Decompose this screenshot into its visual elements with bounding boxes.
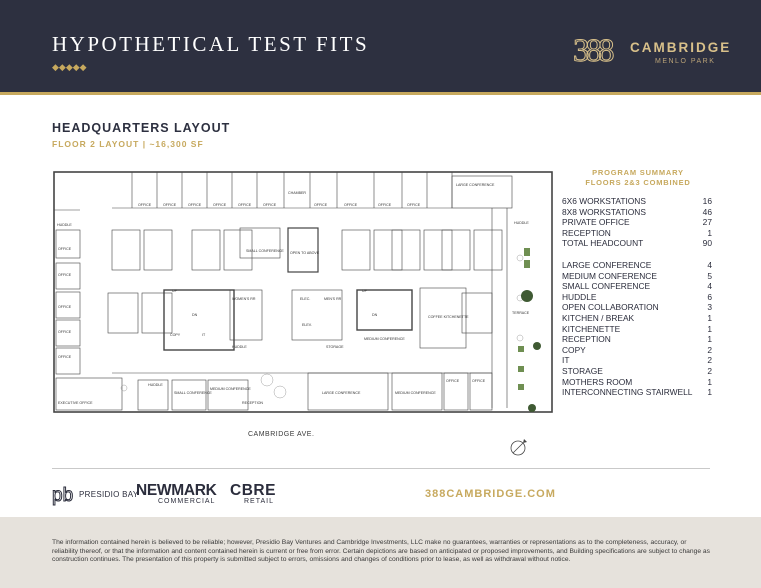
program-row [562,377,712,388]
program-row [562,217,712,228]
newmark-logo: NEWMARK [136,482,217,499]
plan-label: EXECUTIVE OFFICE [58,401,93,405]
program-row-value: 3 [707,302,712,313]
plan-label: LARGE CONFERENCE [456,183,495,187]
plan-label: HUDDLE [148,383,163,387]
program-row [562,366,712,377]
program-row [562,345,712,356]
plan-label: OFFICE [163,203,177,207]
section-subtitle: FLOOR 2 LAYOUT | ~16,300 SF [52,139,204,149]
program-row [562,196,712,207]
program-row [562,313,712,324]
program-row-label: OPEN COLLABORATION [562,302,659,313]
plan-label: ELEV. [302,323,312,327]
cbre-logo: CBRE [230,482,276,499]
plan-label: OFFICE [314,203,328,207]
program-row [562,302,712,313]
plan-label: OFFICE [213,203,227,207]
program-row-value: 1 [707,227,712,238]
title-ornament: ◆◆◆◆◆ [52,62,87,72]
program-row [562,334,712,345]
program-row-value: 1 [707,312,712,323]
plan-label: ELEC. [300,297,311,301]
plan-label: TERRACE [512,311,530,315]
program-row-label: HUDDLE [562,291,597,302]
page-title: HYPOTHETICAL TEST FITS [52,32,370,56]
program-row-value: 1 [707,376,712,387]
north-arrow-icon [508,436,530,458]
program-row-value: 6 [707,291,712,302]
program-row-value: 5 [707,270,712,281]
plan-label: OFFICE [446,379,460,383]
website-link[interactable]: 388CAMBRIDGE.COM [425,488,556,500]
plan-label: OFFICE [472,379,486,383]
program-row [562,228,712,239]
program-row-label: SMALL CONFERENCE [562,281,651,292]
program-row-value: 2 [707,355,712,366]
program-list-workspace [562,196,712,249]
footer [0,517,761,588]
plan-label: OFFICE [58,247,72,251]
program-row-value: 4 [707,260,712,270]
plan-label: COPY [170,333,181,337]
cambridge-logo-icon [573,33,625,65]
program-row [562,324,712,335]
logo-name: CAMBRIDGE [630,40,732,55]
plan-label: WOMEN'S RR [232,297,256,301]
program-row-label: RECEPTION [562,334,611,345]
program-list-amenities [562,260,712,398]
program-row-value: 27 [702,217,712,228]
plan-label: OFFICE [58,330,72,334]
plan-label: OFFICE [58,355,72,359]
logo-subtitle: MENLO PARK [655,58,716,65]
program-row-label: MEDIUM CONFERENCE [562,270,657,281]
program-row-value: 1 [707,387,712,398]
plan-label: OFFICE [58,305,72,309]
cbre-subtitle: RETAIL [244,498,274,505]
plan-label: MEDIUM CONFERENCE [395,391,436,395]
header-rule [0,92,761,95]
program-row-label: 6X6 WORKSTATIONS [562,196,646,206]
plan-label: OFFICE [138,203,152,207]
program-row [562,271,712,282]
plan-label: RECEPTION [242,401,263,405]
program-row-label: RECEPTION [562,227,611,238]
program-row [562,387,712,398]
plan-label: MEDIUM CONFERENCE [210,387,251,391]
program-row [562,260,712,271]
plan-label: OFFICE [58,273,72,277]
street-label: CAMBRIDGE AVE. [248,431,315,438]
plan-label: CHAMBER [288,191,306,195]
plan-label: HUDDLE [514,221,529,225]
program-row-value: 2 [707,344,712,355]
plan-label: OPEN TO ABOVE [290,251,320,255]
program-row-label: COPY [562,344,586,355]
page-header [0,0,761,92]
plan-label: UP [172,289,177,293]
program-row-value: 4 [707,281,712,292]
program-row [562,238,712,249]
plan-label: OFFICE [188,203,202,207]
program-row-label: IT [562,355,570,366]
plan-label: SMALL CONFERENCE [174,391,212,395]
divider [52,468,710,469]
program-row-value: 2 [707,365,712,376]
plan-label: OFFICE [263,203,277,207]
plan-label: HUDDLE [232,345,247,349]
program-row-label: KITCHEN / BREAK [562,312,635,323]
program-row-label: PRIVATE OFFICE [562,217,630,228]
program-row-label: MOTHERS ROOM [562,376,633,387]
floor-plan [52,168,557,420]
program-row-value: 1 [707,334,712,345]
plan-label: HUDDLE [57,223,72,227]
program-row-label: INTERCONNECTING STAIRWELL [562,387,693,398]
program-row-value: 90 [702,238,712,249]
plan-label: COFFEE KITCHENETTE [428,315,469,319]
newmark-subtitle: COMMERCIAL [158,498,216,505]
svg-text:pb: pb [52,485,74,506]
presidio-bay-name: PRESIDIO BAY [79,490,139,499]
program-row-label: STORAGE [562,365,603,376]
program-row-label: TOTAL HEADCOUNT [562,238,644,249]
section-title: HEADQUARTERS LAYOUT [52,121,231,135]
program-row [562,207,712,218]
plan-label: DN [372,313,378,317]
plan-label: LARGE CONFERENCE [322,391,361,395]
svg-text:388: 388 [573,33,611,65]
plan-label: OFFICE [407,203,421,207]
program-row [562,292,712,303]
program-row-label: 8X8 WORKSTATIONS [562,206,646,217]
presidio-bay-logo-icon [52,484,74,506]
plan-label: OFFICE [344,203,358,207]
program-row-label: KITCHENETTE [562,323,621,334]
plan-label: UP [362,289,367,293]
plan-label: OFFICE [378,203,392,207]
disclaimer-text: The information contained herein is believed to be reliable; however, Presidio Bay Ventures and Cambridge Investments, LLC make no guarantees, warranties or representations as to the completeness, accuracy, or reliability thereof, or that the information and content contained herein is current or free from error. Certain depictions are based on anticipated or proposed improvements, and Building specifications are subject to change as construction continues. The presentation of this property is submitted subject to errors, omissions and changes of conditions prior to lease, as well as withdrawal without notice. [52,539,710,564]
plan-label: IT [202,333,206,337]
program-row-label: LARGE CONFERENCE [562,260,652,270]
program-row [562,281,712,292]
plan-label: OFFICE [238,203,252,207]
plan-label: MEDIUM CONFERENCE [364,337,405,341]
plan-label: DN [192,313,198,317]
program-row-value: 1 [707,323,712,334]
plan-label: MEN'S RR [324,297,342,301]
program-row-value: 16 [702,196,712,206]
plan-label: SMALL CONFERENCE [246,249,284,253]
plan-label: STORAGE [326,345,344,349]
program-row-value: 46 [702,206,712,217]
program-summary-heading: PROGRAM SUMMARY FLOORS 2&3 COMBINED [585,168,691,187]
program-row [562,355,712,366]
